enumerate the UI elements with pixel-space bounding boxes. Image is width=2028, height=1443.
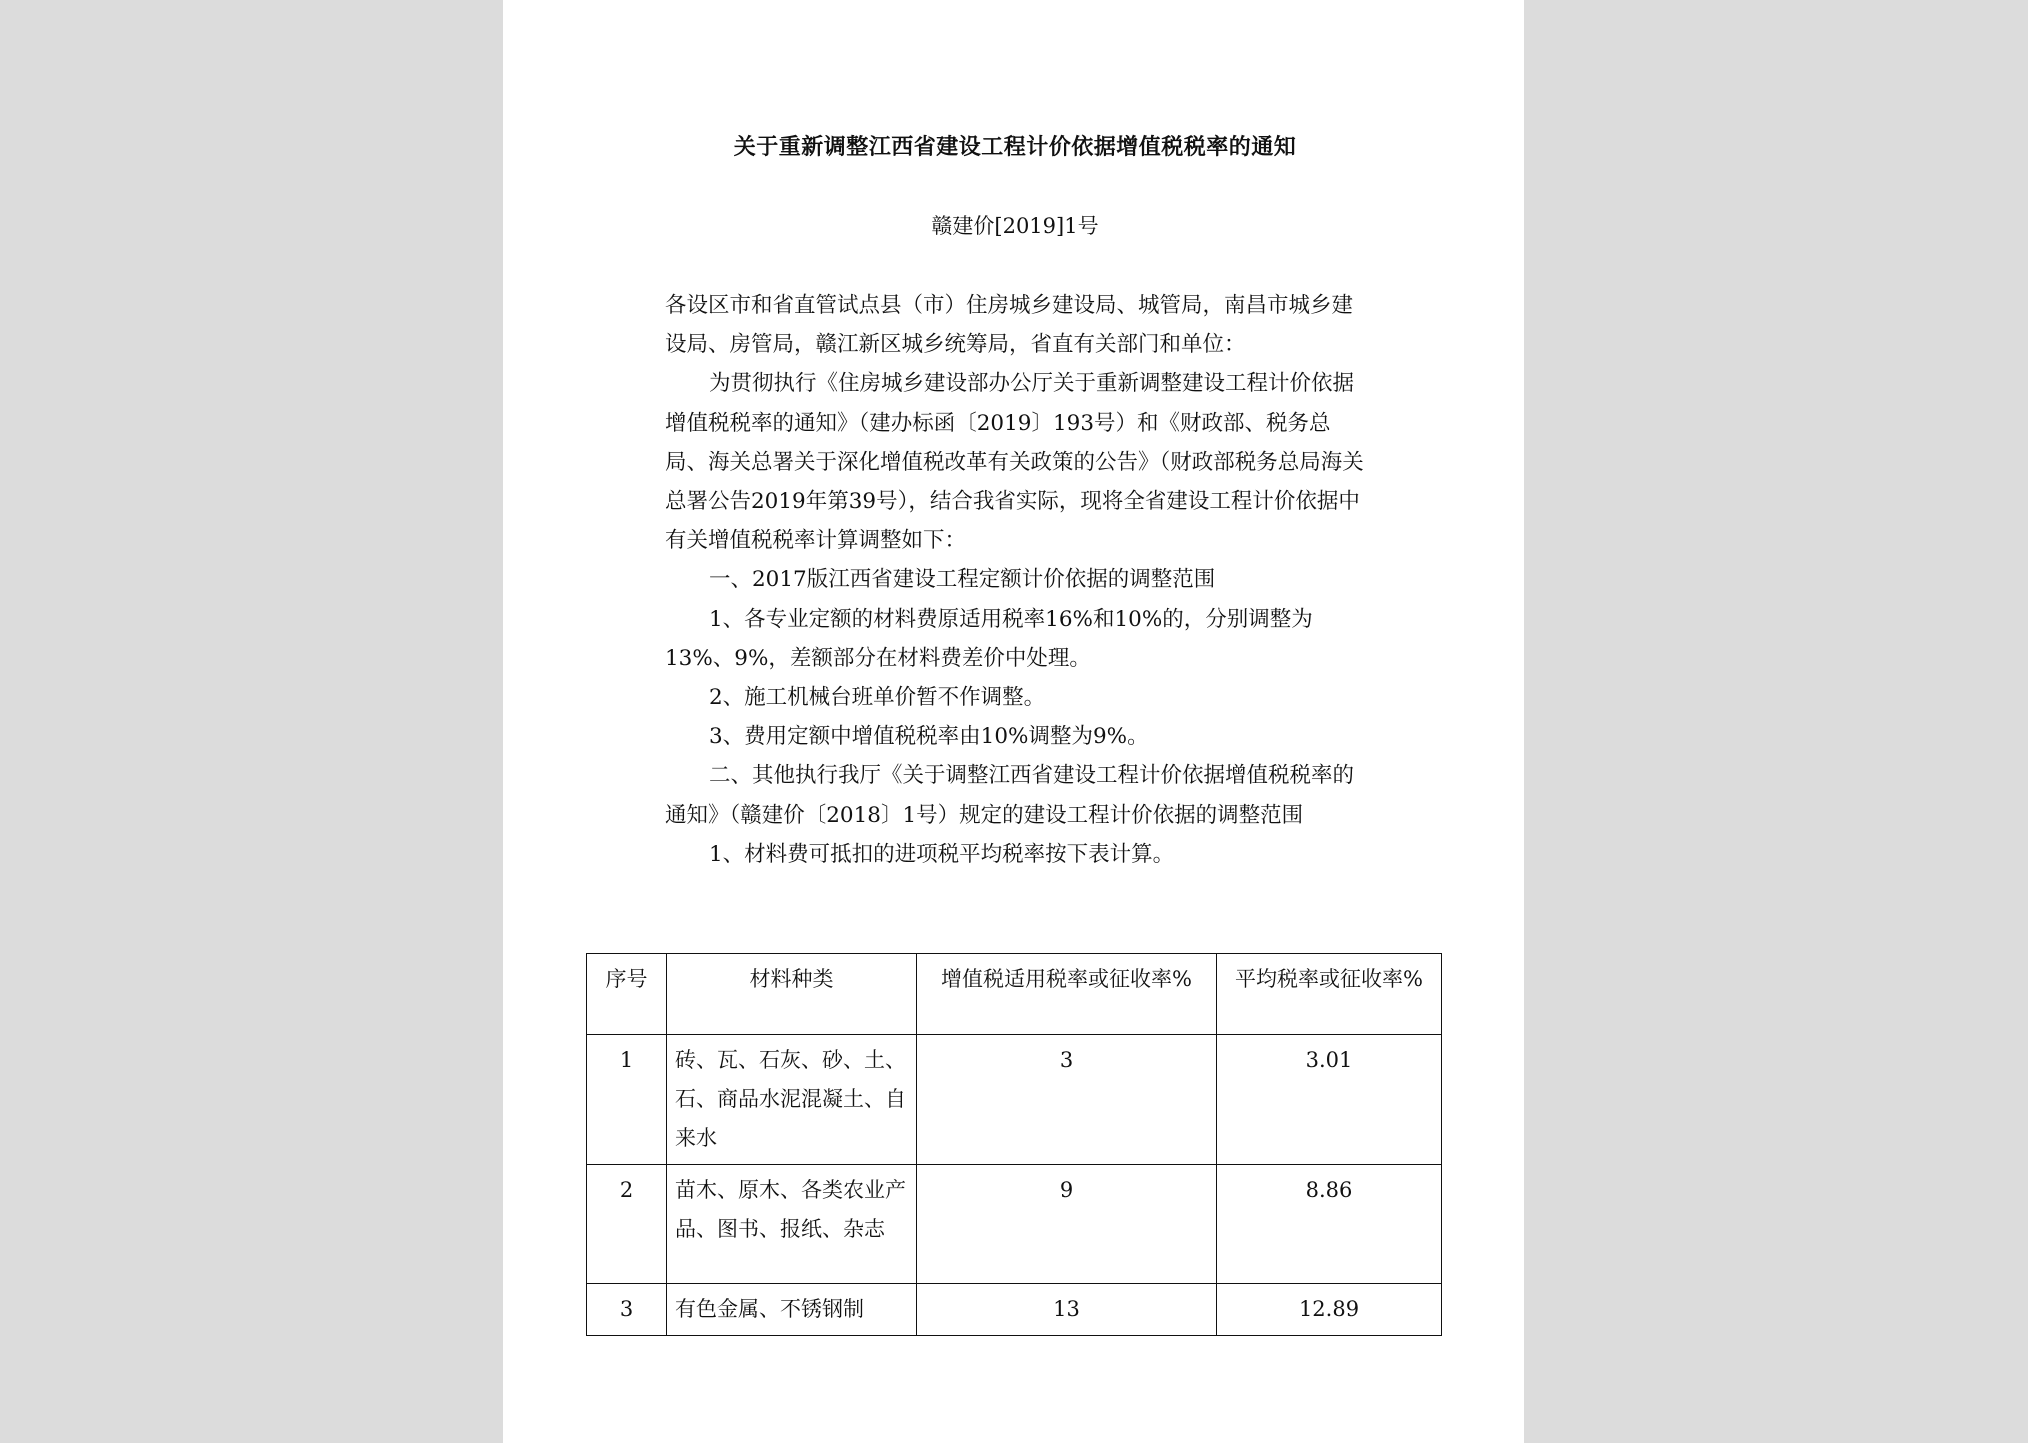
section-one-heading: 一、2017版江西省建设工程定额计价依据的调整范围	[709, 567, 1216, 593]
header-average-rate: 平均税率或征收率%	[1217, 954, 1442, 1035]
header-material: 材料种类	[667, 954, 917, 1035]
cell-average-rate: 12.89	[1217, 1284, 1442, 1336]
cell-index: 3	[587, 1284, 667, 1336]
table-header-row	[587, 954, 1442, 1035]
cell-index: 2	[587, 1165, 667, 1284]
cell-material: 砖、瓦、石灰、砂、土、石、商品水泥混凝土、自来水	[667, 1035, 917, 1165]
document-page	[503, 0, 1524, 1443]
section-one-item-2: 2、施工机械台班单价暂不作调整。	[709, 685, 1046, 711]
header-rate: 增值税适用税率或征收率%	[917, 954, 1217, 1035]
tax-rate-table	[586, 953, 1442, 1336]
cell-rate: 13	[917, 1284, 1217, 1336]
section-two-heading: 二、其他执行我厅《关于调整江西省建设工程计价依据增值税税率的通知》（赣建价〔2018〕1号）规定的建设工程计价依据的调整范围	[665, 763, 1355, 828]
table-row	[587, 1165, 1442, 1284]
cell-material: 有色金属、不锈钢制	[667, 1284, 917, 1336]
document-number: 赣建价[2019]1号	[931, 214, 1099, 238]
section-one-item-1: 1、各专业定额的材料费原适用税率16%和10%的，分别调整为13%、9%，差额部分在材料费差价中处理。	[665, 606, 1313, 671]
table-row	[587, 1284, 1442, 1336]
document-body	[665, 286, 1365, 874]
cell-average-rate: 8.86	[1217, 1165, 1442, 1284]
section-one-item-3: 3、费用定额中增值税税率由10%调整为9%。	[709, 724, 1149, 750]
section-two-item-1: 1、材料费可抵扣的进项税平均税率按下表计算。	[709, 841, 1175, 867]
table-row	[587, 1035, 1442, 1165]
header-index: 序号	[587, 954, 667, 1035]
intro-paragraph: 为贯彻执行《住房城乡建设部办公厅关于重新调整建设工程计价依据增值税税率的通知》（建办标函〔2019〕193号）和《财政部、税务总局、海关总署关于深化增值税改革有关政策的公告》（财政部税务总局海关总署公告2019年第39号），结合我省实际，现将全省建设工程计价依据中有关增值税税率计算调整如下：	[665, 371, 1364, 554]
cell-rate: 3	[917, 1035, 1217, 1165]
addressee-paragraph: 各设区市和省直管试点县（市）住房城乡建设局、城管局，南昌市城乡建设局、房管局，赣江新区城乡统筹局，省直有关部门和单位：	[665, 293, 1354, 358]
cell-average-rate: 3.01	[1217, 1035, 1442, 1165]
document-title: 关于重新调整江西省建设工程计价依据增值税税率的通知	[733, 134, 1297, 160]
cell-material: 苗木、原木、各类农业产品、图书、报纸、杂志	[667, 1165, 917, 1284]
cell-index: 1	[587, 1035, 667, 1165]
cell-rate: 9	[917, 1165, 1217, 1284]
